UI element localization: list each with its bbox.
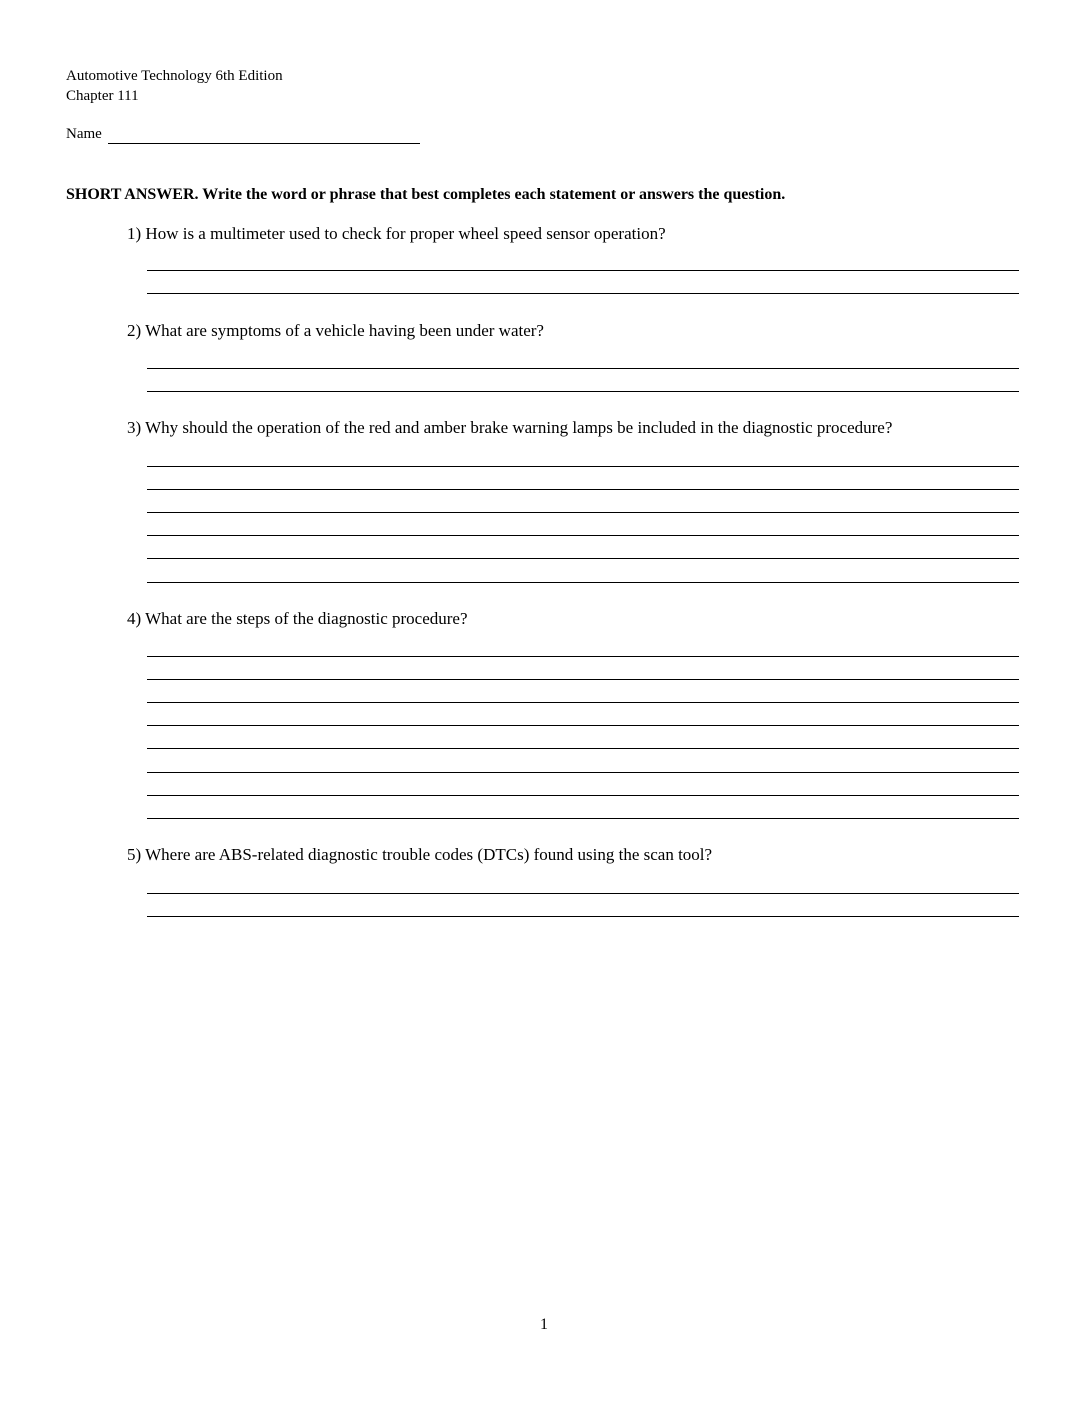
answer-line[interactable] — [147, 489, 1019, 490]
answer-line[interactable] — [147, 535, 1019, 536]
question-text: 1) How is a multimeter used to check for proper wheel speed sensor operation? — [127, 224, 666, 243]
name-label: Name — [66, 126, 102, 142]
question-text: 3) Why should the operation of the red and amber brake warning lamps be included in the diagnostic procedure? — [127, 418, 893, 437]
answer-line[interactable] — [147, 772, 1019, 773]
page-number: 1 — [540, 1316, 548, 1333]
answer-line[interactable] — [147, 916, 1019, 917]
answer-line[interactable] — [147, 795, 1019, 796]
answer-line[interactable] — [147, 679, 1019, 680]
answer-line[interactable] — [147, 582, 1019, 583]
answer-line[interactable] — [147, 893, 1019, 894]
answer-line[interactable] — [147, 368, 1019, 369]
book-title: Automotive Technology 6th Edition — [66, 68, 283, 84]
question-text: 5) Where are ABS-related diagnostic trouble codes (DTCs) found using the scan tool? — [127, 845, 713, 864]
answer-line[interactable] — [147, 702, 1019, 703]
answer-line[interactable] — [147, 391, 1019, 392]
instructions: SHORT ANSWER. Write the word or phrase that best completes each statement or answers the question. — [66, 186, 786, 203]
question-text: 2) What are symptoms of a vehicle having been under water? — [127, 321, 544, 340]
answer-line[interactable] — [147, 558, 1019, 559]
answer-line[interactable] — [147, 270, 1019, 271]
answer-line[interactable] — [147, 725, 1019, 726]
answer-line[interactable] — [147, 818, 1019, 819]
answer-line[interactable] — [147, 748, 1019, 749]
answer-line[interactable] — [147, 293, 1019, 294]
chapter-label: Chapter 111 — [66, 88, 139, 104]
name-field[interactable] — [108, 143, 420, 144]
answer-line[interactable] — [147, 512, 1019, 513]
answer-line[interactable] — [147, 656, 1019, 657]
question-text: 4) What are the steps of the diagnostic procedure? — [127, 609, 468, 628]
answer-line[interactable] — [147, 466, 1019, 467]
